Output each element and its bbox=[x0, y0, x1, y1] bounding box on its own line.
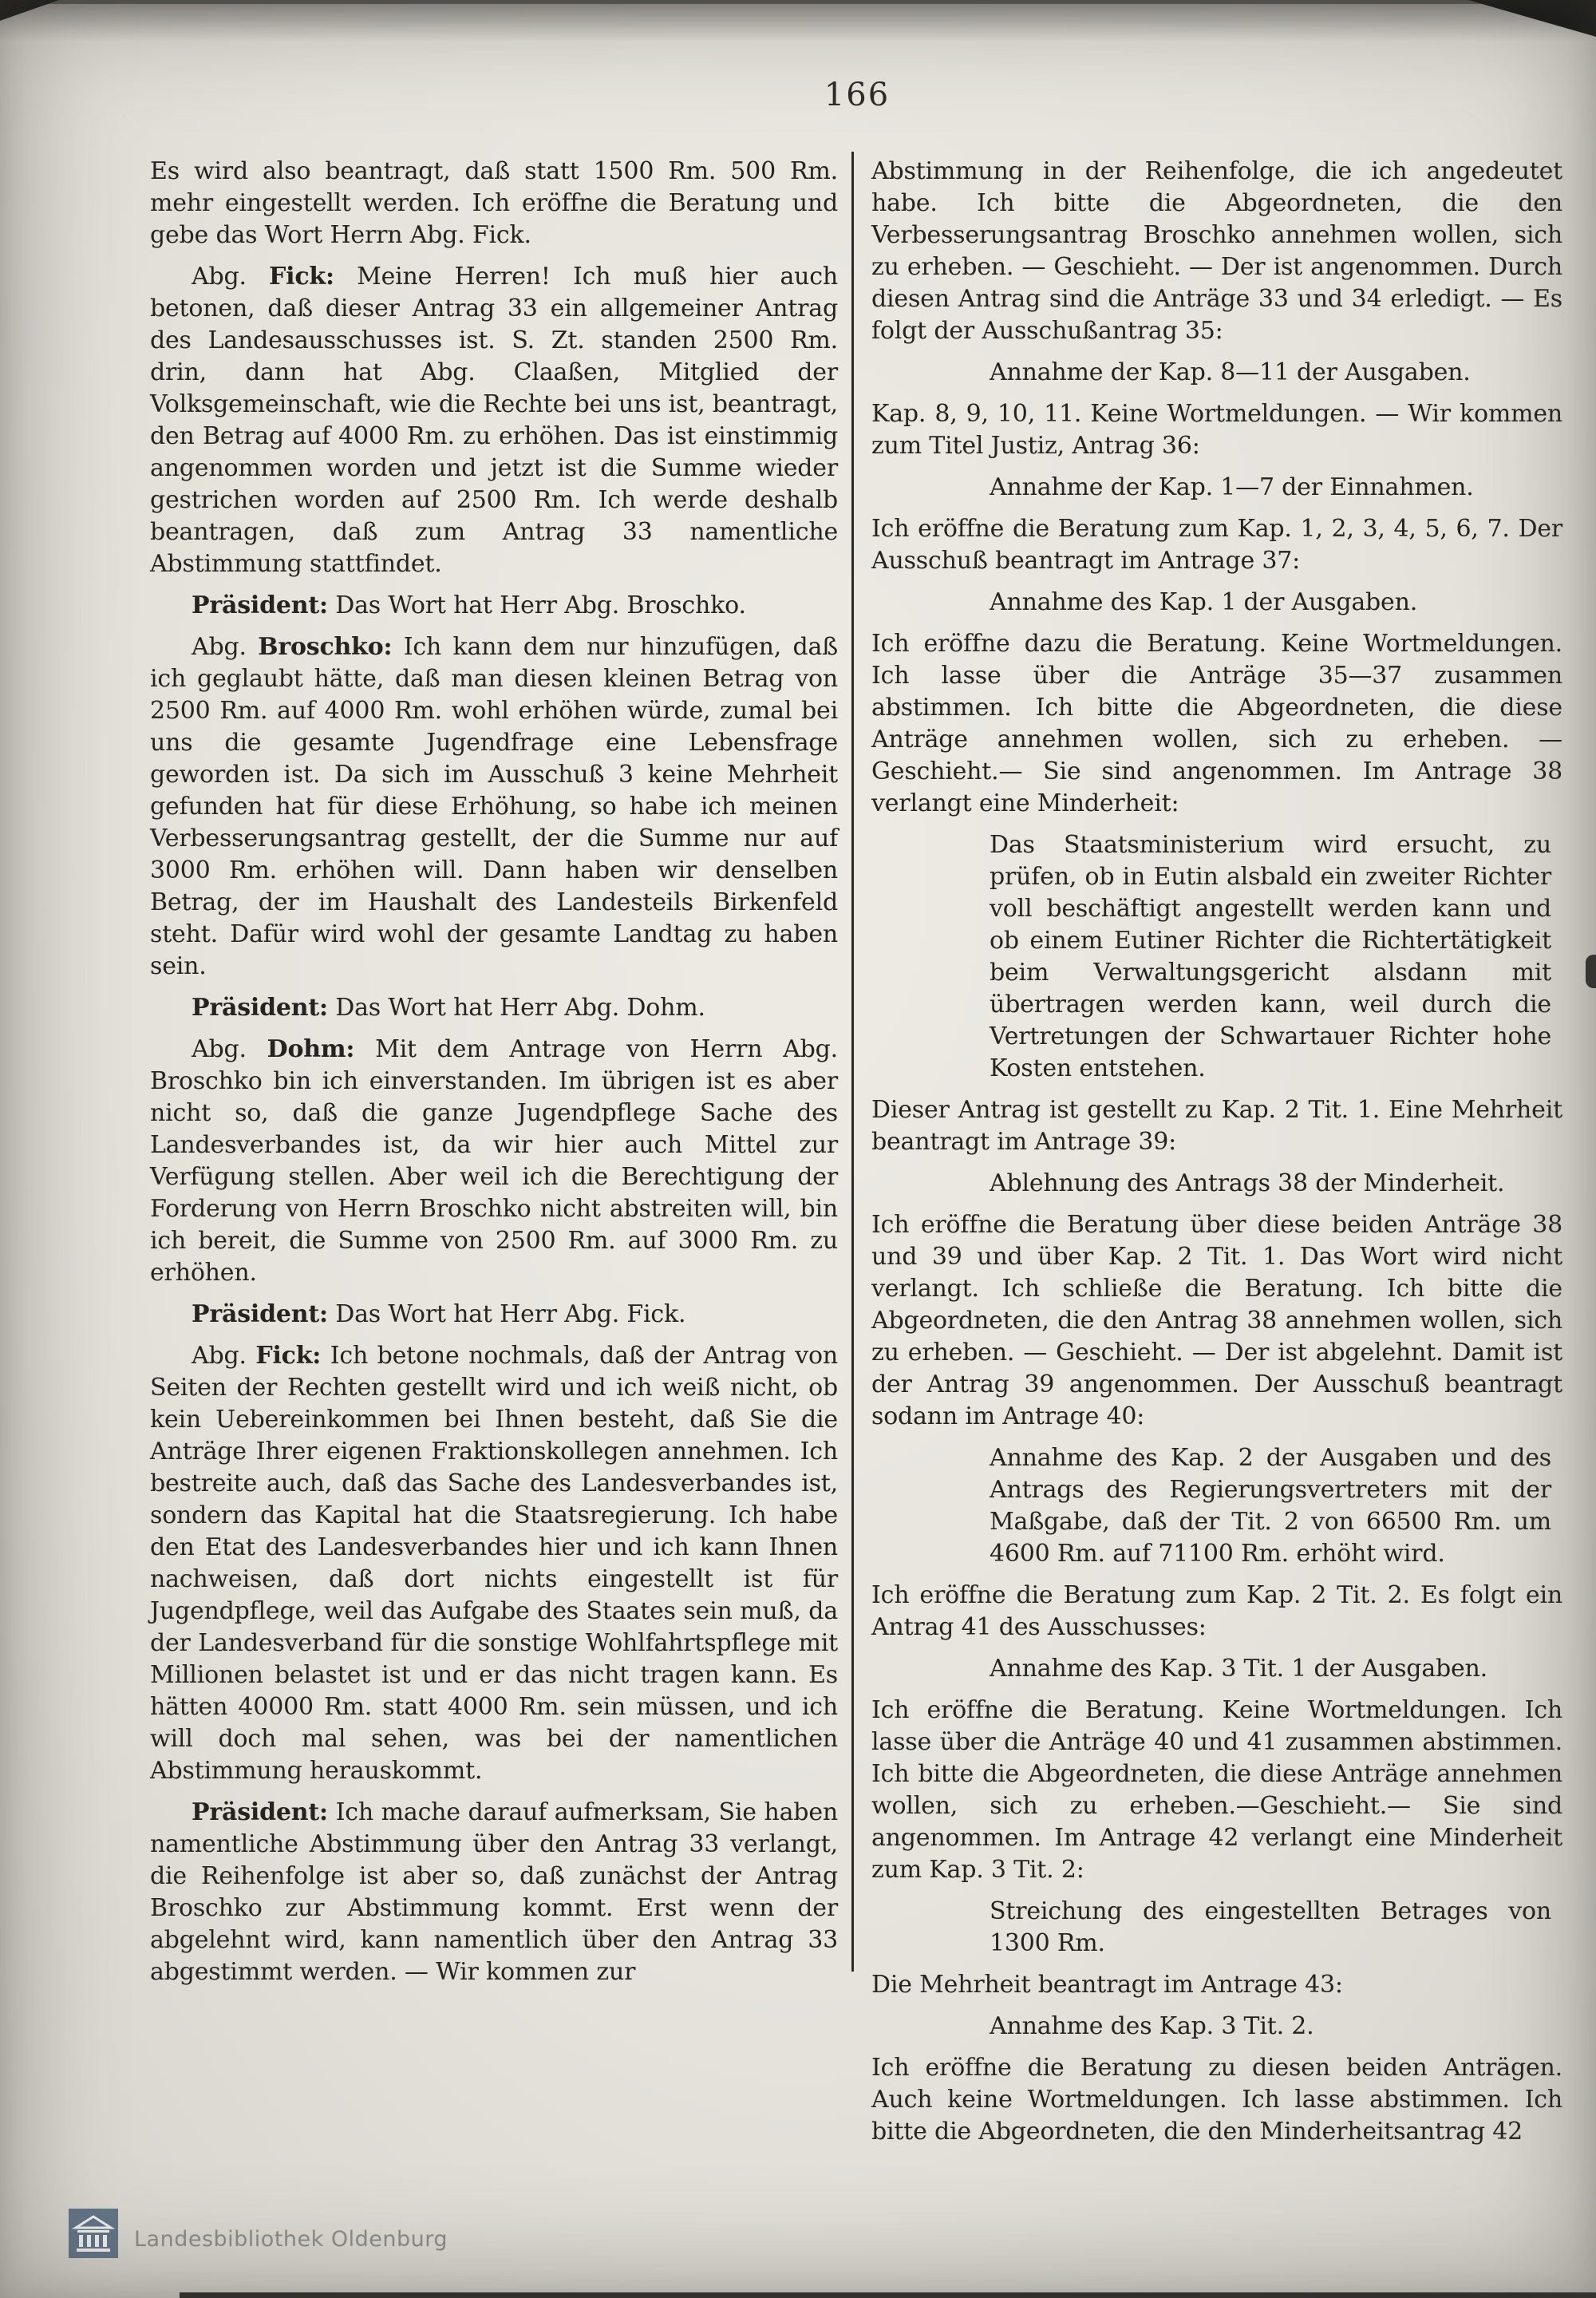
motion-text-block bbox=[871, 1653, 1562, 1685]
text-paragraph bbox=[150, 992, 838, 1024]
motion-text-block bbox=[871, 472, 1562, 504]
paragraph-text: Das Wort hat Herr Abg. Dohm. bbox=[335, 994, 705, 1022]
text-paragraph bbox=[871, 1695, 1562, 1886]
paragraph-text: Abstimmung in der Reihenfolge, die ich angedeutet habe. Ich bitte die Abgeordneten, die den Verbesserungsantrag Broschko annehmen wollen, sich zu erheben. — Geschieht. — Der ist angenommen. Durch diesen Antrag sind die Anträge 33 und 34 erledigt. — Es folgt der Ausschußantrag 35: bbox=[871, 157, 1562, 345]
paragraph-text: Annahme der Kap. 8—11 der Ausgaben. bbox=[990, 358, 1471, 386]
page-number: 166 bbox=[824, 77, 891, 113]
paragraph-text: Annahme der Kap. 1—7 der Einnahmen. bbox=[990, 473, 1474, 501]
paragraph-text: Ich eröffne die Beratung über diese beiden Anträge 38 und 39 und über Kap. 2 Tit. 1. Das Wort wird nicht verlangt. Ich schließe die Beratung. Ich bitte die Abgeordneten, die den Antrag 38 annehmen wollen, sich zu erheben. — Geschieht. — Der ist abgelehnt. Damit ist der Antrag 39 angenommen. Der Ausschuß beantragt sodann im Antrage 40: bbox=[871, 1211, 1562, 1430]
motion-text-block bbox=[871, 357, 1562, 389]
paragraph-text: Ich betone nochmals, daß der Antrag von Seiten der Rechten gestellt wird und ich weiß nicht, ob kein Uebereinkommen bei Ihnen besteht, daß Sie die Anträge Ihrer eigenen Fraktionskollegen annehmen. Ich bestreite auch, daß das Sache des Landesverbandes ist, sondern das Kapital hat die Staatsregierung. Ich habe den Etat des Landesverbandes hier und ich kann Ihnen nachweisen, daß dort nichts eingestellt ist für Jugendpflege, weil das Aufgabe des Staates sein muß, da der Landesverband für die sonstige Wohlfahrtspflege mit Millionen belastet ist und er das nicht tragen kann. Es hätten 40000 Rm. statt 4000 Rm. sein müssen, und ich will doch mal sehen, was bei der namentlichen Abstimmung herauskommt. bbox=[150, 1342, 838, 1785]
text-paragraph bbox=[150, 590, 838, 622]
paragraph-text: Mit dem Antrage von Herrn Abg. Broschko bin ich einverstanden. Im übrigen ist es aber nicht so, daß die ganze Jugendpflege Sache des Landesverbandes ist, da wir hier auch Mittel zur Verfügung stellen. Aber weil ich die Berechtigung der Forderung von Herrn Broschko nicht abstreiten will, bin ich bereit, die Summe von 2500 Rm. auf 3000 Rm. zu erhöhen. bbox=[150, 1035, 838, 1287]
paragraph-text: Ich eröffne dazu die Beratung. Keine Wortmeldungen. Ich lasse über die Anträge 35—37 zusammen abstimmen. Ich bitte die Abgeordneten, die diese Anträge annehmen wollen, sich zu erheben. — Geschieht.— Sie sind angenommen. Im Antrage 38 verlangt eine Minderheit: bbox=[871, 630, 1562, 817]
text-paragraph bbox=[871, 1209, 1562, 1433]
text-paragraph bbox=[150, 1340, 838, 1787]
scan-edge-line-bottom bbox=[180, 2292, 1596, 2298]
speaker-name: Dohm: bbox=[267, 1035, 355, 1063]
paragraph-text: Streichung des eingestellten Betrages von 1300 Rm. bbox=[990, 1897, 1551, 1957]
text-paragraph bbox=[871, 156, 1562, 347]
motion-text-block bbox=[871, 1442, 1562, 1570]
paragraph-text: Die Mehrheit beantragt im Antrage 43: bbox=[871, 1971, 1343, 1999]
text-paragraph bbox=[150, 1299, 838, 1331]
paragraph-text: Annahme des Kap. 2 der Ausgaben und des Antrags des Regierungsvertreters mit der Maßgabe, daß der Tit. 2 von 66500 Rm. um 4600 Rm. auf 71100 Rm. erhöht wird. bbox=[990, 1444, 1551, 1568]
paragraph-text: Kap. 8, 9, 10, 11. Keine Wortmeldungen. — Wir kommen zum Titel Justiz, Antrag 36: bbox=[871, 400, 1562, 460]
speaker-prefix: Abg. bbox=[192, 1035, 267, 1063]
left-text-column bbox=[150, 156, 838, 1998]
paragraph-text: Das Wort hat Herr Abg. Fick. bbox=[335, 1300, 686, 1328]
speaker-name: Präsident: bbox=[192, 994, 328, 1022]
paragraph-text: Annahme des Kap. 1 der Ausgaben. bbox=[990, 588, 1418, 616]
library-stamp bbox=[69, 2209, 448, 2258]
scan-shadow-top bbox=[0, 0, 1596, 42]
speaker-name: Fick: bbox=[255, 1342, 322, 1370]
motion-text-block bbox=[871, 1896, 1562, 1960]
paragraph-text: Ich eröffne die Beratung zum Kap. 2 Tit. 2. Es folgt ein Antrag 41 des Ausschusses: bbox=[871, 1581, 1562, 1641]
paragraph-text: Annahme des Kap. 3 Tit. 2. bbox=[990, 2012, 1314, 2040]
text-paragraph bbox=[150, 1797, 838, 1988]
text-paragraph bbox=[871, 2052, 1562, 2148]
speaker-name: Präsident: bbox=[192, 1798, 328, 1826]
paragraph-text: Ablehnung des Antrags 38 der Minderheit. bbox=[990, 1169, 1505, 1197]
paragraph-text: Das Wort hat Herr Abg. Broschko. bbox=[335, 591, 746, 619]
column-divider-rule bbox=[851, 152, 854, 1972]
speaker-name: Präsident: bbox=[192, 1300, 328, 1328]
paragraph-text: Es wird also beantragt, daß statt 1500 Rm. 500 Rm. mehr eingestellt werden. Ich eröffne die Beratung und gebe das Wort Herrn Abg. Fick. bbox=[150, 157, 838, 249]
speaker-name: Fick: bbox=[269, 263, 334, 291]
motion-text-block bbox=[871, 829, 1562, 1085]
paragraph-text: Annahme des Kap. 3 Tit. 1 der Ausgaben. bbox=[990, 1655, 1488, 1683]
paragraph-text: Dieser Antrag ist gestellt zu Kap. 2 Tit. 1. Eine Mehrheit beantragt im Antrage 39: bbox=[871, 1096, 1562, 1156]
speaker-prefix: Abg. bbox=[192, 263, 270, 291]
speaker-name: Broschko: bbox=[258, 633, 393, 661]
speaker-prefix: Abg. bbox=[192, 633, 259, 661]
text-paragraph bbox=[871, 628, 1562, 820]
speaker-name: Präsident: bbox=[192, 591, 328, 619]
paragraph-text: Ich eröffne die Beratung. Keine Wortmeldungen. Ich lasse über die Anträge 40 und 41 zusammen abstimmen. Ich bitte die Abgeordneten, die diese Anträge annehmen wollen, sich zu erheben.—Geschieht.— Sie sind angenommen. Im Antrage 42 verlangt eine Minderheit zum Kap. 3 Tit. 2: bbox=[871, 1696, 1562, 1884]
paragraph-text: Das Staatsministerium wird ersucht, zu prüfen, ob in Eutin alsbald ein zweiter Richter voll beschäftigt angestellt werden kann und ob einem Eutiner Richter die Richtertätigkeit beim Verwaltungsgericht alsdann mit übertragen werden kann, weil durch die Vertretungen der Schwartauer Richter hohe Kosten entstehen. bbox=[990, 831, 1551, 1082]
motion-text-block bbox=[871, 2011, 1562, 2043]
text-paragraph bbox=[150, 1034, 838, 1289]
text-paragraph bbox=[871, 513, 1562, 577]
text-paragraph bbox=[871, 1094, 1562, 1158]
text-paragraph bbox=[150, 261, 838, 580]
paragraph-text: Ich mache darauf aufmerksam, Sie haben namentliche Abstimmung über den Antrag 33 verlangt, die Reihenfolge ist aber so, daß zunächst der Antrag Broschko zur Abstimmung kommt. Erst wenn der abgelehnt wird, kann namentlich über den Antrag 33 abgestimmt werden. — Wir kommen zur bbox=[150, 1798, 838, 1986]
right-text-column bbox=[871, 156, 1562, 2158]
scan-edge-line-top bbox=[0, 0, 1596, 4]
scan-artifact-right-edge bbox=[1586, 955, 1596, 988]
paragraph-text: Meine Herren! Ich muß hier auch betonen, daß dieser Antrag 33 ein allgemeiner Antrag des Landesausschusses ist. S. Zt. standen 2500 Rm. drin, dann hat Abg. Claaßen, Mitglied der Volksgemeinschaft, wie die Rechte bei uns ist, beantragt, den Betrag auf 4000 Rm. zu erhöhen. Das ist einstimmig angenommen worden und jetzt ist die Summe wieder gestrichen worden auf 2500 Rm. Ich werde deshalb beantragen, daß zum Antrag 33 namentliche Abstimmung stattfindet. bbox=[150, 263, 838, 578]
text-paragraph bbox=[871, 1580, 1562, 1643]
library-stamp-label: Landesbibliothek Oldenburg bbox=[134, 2227, 448, 2252]
text-paragraph bbox=[150, 631, 838, 983]
paragraph-text: Ich eröffne die Beratung zum Kap. 1, 2, 3, 4, 5, 6, 7. Der Ausschuß beantragt im Antrage 37: bbox=[871, 515, 1562, 575]
motion-text-block bbox=[871, 1168, 1562, 1200]
text-paragraph bbox=[871, 1969, 1562, 2001]
paragraph-text: Ich kann dem nur hinzufügen, daß ich geglaubt hätte, daß man diesen kleinen Betrag von 2500 Rm. auf 4000 Rm. wohl erhöhen würde, zumal bei uns die gesamte Jugendfrage eine Lebensfrage geworden ist. Da sich im Ausschuß 3 keine Mehrheit gefunden hat für diese Erhöhung, so habe ich meinen Verbesserungsantrag gestellt, der die Summe nur auf 3000 Rm. erhöhen will. Dann haben wir denselben Betrag, der im Haushalt des Landesteils Birkenfeld steht. Dafür wird wohl der gesamte Landtag zu haben sein. bbox=[150, 633, 838, 980]
speaker-prefix: Abg. bbox=[192, 1342, 256, 1370]
text-paragraph bbox=[150, 156, 838, 251]
text-paragraph bbox=[871, 398, 1562, 462]
paragraph-text: Ich eröffne die Beratung zu diesen beiden Anträgen. Auch keine Wortmeldungen. Ich lasse abstimmen. Ich bitte die Abgeordneten, die den Minderheitsantrag 42 bbox=[871, 2054, 1562, 2146]
motion-text-block bbox=[871, 587, 1562, 619]
library-building-icon bbox=[69, 2209, 118, 2258]
